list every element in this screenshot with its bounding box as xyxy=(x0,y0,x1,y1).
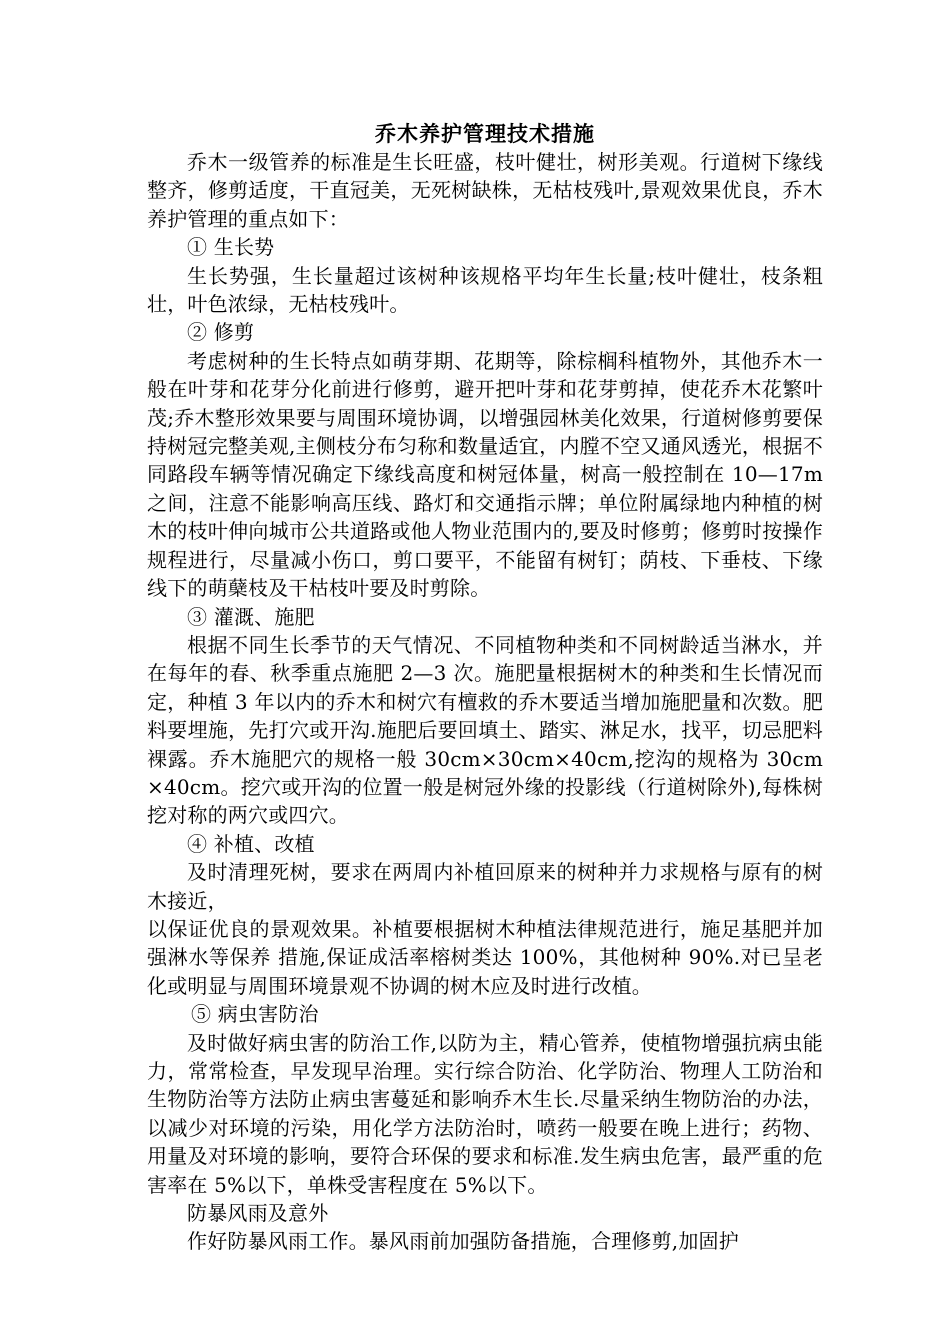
section-body-pruning: 考虑树种的生长特点如萌芽期、花期等，除棕榈科植物外，其他乔木一般在叶芽和花芽分化前进行修剪，避开把叶芽和花芽剪掉，使花乔木花繁叶茂;乔木整形效果要与周围环境协调，以增强园林美化效果，行道树修剪要保持树冠完整美观,主侧枝分布匀称和数量适宜，内膛不空又通风透光，根据不同路段车辆等情况确定下缘线高度和树冠体量，树高一般控制在 10—17m 之间，注意不能影响高压线、路灯和交通指示牌；单位附属绿地内种植的树木的枝叶伸向城市公共道路或他人物业范围内的,要及时修剪；修剪时按操作规程进行，尽量减小伤口，剪口要平，不能留有树钉；荫枝、下垂枝、下缘线下的萌蘖枝及干枯枝叶要及时剪除。 xyxy=(147,348,823,601)
section-body-replanting: 及时清理死树，要求在两周内补植回原来的树种并力求规格与原有的树木接近， xyxy=(147,860,823,913)
section-heading-replanting: ④ 补植、改植 xyxy=(187,831,315,856)
section-heading-irrigation: ③ 灌溉、施肥 xyxy=(187,604,315,629)
document-page xyxy=(147,120,823,1256)
section-body-growth: 生长势强，生长量超过该树种该规格平均年生长量;枝叶健壮，枝条粗壮，叶色浓绿，无枯枝残叶。 xyxy=(147,263,823,317)
section-body-replanting-cont: 以保证优良的景观效果。补植要根据树木种植法律规范进行，施足基肥并加强淋水等保养 措施,保证成活率榕树类达 100%，其他树种 90%.对已呈老化或明显与周围环境景观不协调的树木应及时进行改植。 xyxy=(147,916,823,998)
section-heading-pruning: ② 修剪 xyxy=(187,320,255,345)
section-heading-growth: ① 生长势 xyxy=(187,235,275,260)
section-body-irrigation: 根据不同生长季节的天气情况、不同植物种类和不同树龄适当淋水，并在每年的春、秋季重点施肥 2—3 次。施肥量根据树木的种类和生长情况而定，种植 3 年以内的乔木和树穴有檀救的乔木要适当增加施肥量和次数。肥料要埋施，先打穴或开沟.施肥后要回填土、踏实、淋足水，找平，切忌肥料裸露。乔木施肥穴的规格一般 30cm×30cm×40cm,挖沟的规格为 30cm×40cm。挖穴或开沟的位置一般是树冠外缘的投影线（行道树除外),每株树挖对称的两穴或四穴。 xyxy=(147,632,823,828)
section-body-pest-control: 及时做好病虫害的防治工作,以防为主，精心管养，使植物增强抗病虫能力，常常检查，早发现早治理。实行综合防治、化学防治、物理人工防治和生物防治等方法防止病虫害蔓延和影响乔木生长.尽量采纳生物防治的办法，以减少对环境的污染，用化学方法防治时，喷药一般要在晚上进行；药物、用量及对环境的影响，要符合环保的要求和标准.发生病虫危害，最严重的危害率在 5%以下，单株受害程度在 5%以下。 xyxy=(147,1030,823,1197)
document-title: 乔木养护管理技术措施 xyxy=(375,121,595,146)
section-heading-storm: 防暴风雨及意外 xyxy=(187,1201,329,1226)
intro-paragraph: 乔木一级管养的标准是生长旺盛，枝叶健壮，树形美观。行道树下缘线整齐，修剪适度，干直冠美，无死树缺株，无枯枝残叶,景观效果优良，乔木养护管理的重点如下： xyxy=(147,150,823,231)
section-body-storm: 作好防暴风雨工作。暴风雨前加强防备措施，合理修剪,加固护 xyxy=(187,1229,739,1254)
section-heading-pest-control: ⑤ 病虫害防治 xyxy=(191,1002,319,1027)
